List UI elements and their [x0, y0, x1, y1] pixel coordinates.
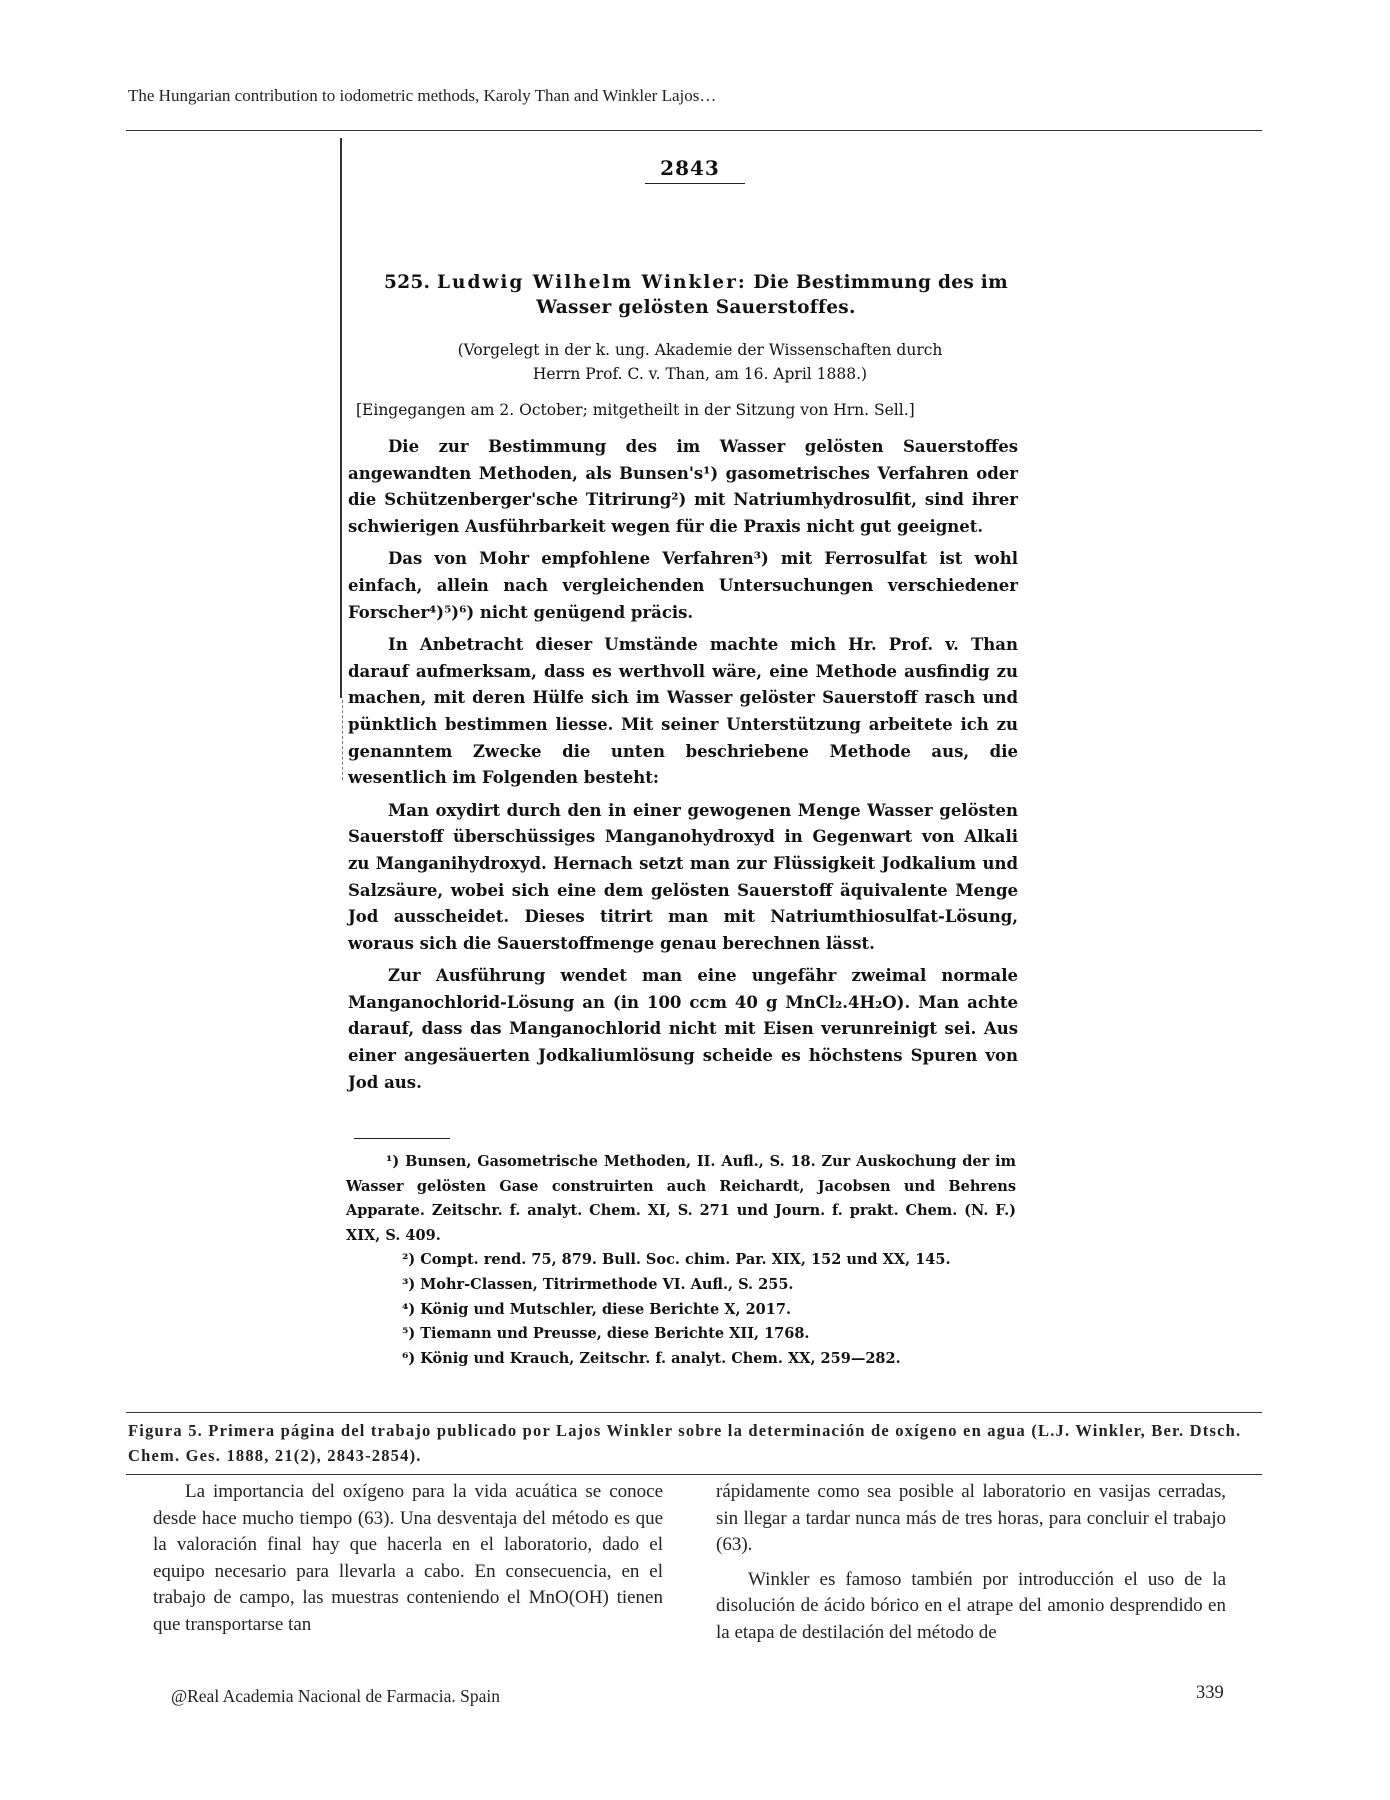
- footnote: ¹) Bunsen, Gasometrische Methoden, II. Aufl., S. 18. Zur Auskochung der im Wasser gelösten Gase construirten auch Reichardt, Jacobsen und Behrens Apparate. Zeitschr. f. analyt. Chem. XI, S. 271 und Journ. f. prakt. Chem. (N. F.) XIX, S. 409.: [346, 1153, 1016, 1244]
- running-header: The Hungarian contribution to iodometric methods, Karoly Than and Winkler Lajos…: [128, 86, 717, 105]
- scanned-article-figure: [340, 138, 1040, 1408]
- article-paragraph: In Anbetracht dieser Umstände machte mich Hr. Prof. v. Than darauf aufmerksam, dass es werthvoll wäre, eine Methode ausfindig zu machen, mit deren Hülfe sich im Wasser gelöster Sauerstoff rasch und pünktlich bestimmen liesse. Mit seiner Unterstützung arbeitete ich zu genanntem Zwecke die unten beschriebene Methode aus, die wesentlich im Folgenden besteht:: [348, 635, 1018, 788]
- article-title-text: Die Bestimmung des im Wasser gelösten Sauerstoffes.: [536, 272, 1008, 318]
- article-paragraph: Das von Mohr empfohlene Verfahren³) mit Ferrosulfat ist wohl einfach, allein nach vergleichenden Untersuchungen verschiedener Forscher⁴)⁵)⁶) nicht genügend präcis.: [348, 549, 1018, 622]
- figure-caption: Figura 5. Primera página del trabajo publicado por Lajos Winkler sobre la determinación de oxígeno en agua (L.J. Winkler, Ber. Dtsch. Chem. Ges. 1888, 21(2), 2843-2854).: [128, 1421, 1242, 1465]
- footnote: ⁶) König und Krauch, Zeitschr. f. analyt. Chem. XX, 259—282.: [402, 1349, 901, 1367]
- footnote: ⁴) König und Mutschler, diese Berichte X, 2017.: [402, 1300, 791, 1318]
- footnote: ⁵) Tiemann und Preusse, diese Berichte XII, 1768.: [402, 1325, 810, 1343]
- left-column: [153, 1479, 663, 1646]
- article-author: Ludwig Wilhelm Winkler:: [437, 272, 747, 293]
- caption-rule-bottom: [126, 1474, 1262, 1475]
- caption-rule-top: [126, 1412, 1262, 1413]
- presented-note: [400, 338, 1000, 386]
- article-number: 525.: [384, 272, 431, 293]
- article-title: [376, 270, 1016, 320]
- received-note: [Eingegangen am 2. October; mitgetheilt in der Sitzung von Hrn. Sell.]: [356, 401, 915, 419]
- body-paragraph: La importancia del oxígeno para la vida acuática se conoce desde hace mucho tiempo (63). Una desventaja del método es que la valoración final hay que hacerla en el laboratorio, dado el equipo necesario para llevarla a cabo. En consecuencia, en el trabajo de campo, las muestras conteniendo el MnO(OH) tienen que transportarse tan: [153, 1481, 663, 1635]
- article-paragraph: Die zur Bestimmung des im Wasser gelösten Sauerstoffes angewandten Methoden, als Bunsen's¹) gasometrisches Verfahren oder die Schützenberger'sche Titrirung²) mit Natriumhydrosulfit, sind ihrer schwierigen Ausführbarkeit wegen für die Praxis nicht gut geeignet.: [348, 437, 1018, 536]
- scan-page-number: 2843: [660, 156, 720, 180]
- footer-copyright: @Real Academia Nacional de Farmacia. Spain: [171, 1686, 501, 1706]
- header-rule: [126, 130, 1262, 131]
- article-paragraph: Zur Ausführung wendet man eine ungefähr zweimal normale Manganochlorid-Lösung an (in 100 ccm 40 g MnCl₂.4H₂O). Man achte darauf, dass das Manganochlorid nicht mit Eisen verunreinigt sei. Aus einer angesäuerten Jodkaliumlösung scheide es höchstens Spuren von Jod aus.: [348, 966, 1018, 1092]
- footnote: ²) Compt. rend. 75, 879. Bull. Soc. chim. Par. XIX, 152 und XX, 145.: [402, 1251, 951, 1269]
- presented-line-1: (Vorgelegt in der k. ung. Akademie der Wissenschaften durch: [457, 341, 943, 359]
- right-column: [716, 1479, 1226, 1654]
- article-body: [348, 434, 1018, 1102]
- presented-line-2: Herrn Prof. C. v. Than, am 16. April 1888.): [532, 365, 868, 383]
- footnotes: [346, 1150, 1016, 1371]
- body-paragraph: rápidamente como sea posible al laboratorio en vasijas cerradas, sin llegar a tardar nunca más de tres horas, para concluir el trabajo (63).: [716, 1481, 1226, 1555]
- body-paragraph: Winkler es famoso también por introducción el uso de la disolución de ácido bórico en el atrape del amonio desprendido en la etapa de destilación del método de: [716, 1568, 1226, 1643]
- article-paragraph: Man oxydirt durch den in einer gewogenen Menge Wasser gelösten Sauerstoff überschüssiges Manganohydroxyd in Gegenwart von Alkali zu Manganihydroxyd. Hernach setzt man zur Flüssigkeit Jodkalium und Salzsäure, wobei sich eine dem gelösten Sauerstoff äquivalente Menge Jod ausscheidet. Dieses titrirt man mit Natriumthiosulfat-Lösung, woraus sich die Sauerstoffmenge genau berechnen lässt.: [348, 800, 1018, 953]
- scan-page-number-rule: [645, 183, 745, 184]
- footnote: ³) Mohr-Classen, Titrirmethode VI. Aufl., S. 255.: [402, 1275, 794, 1293]
- footer-page-number: 339: [1196, 1683, 1224, 1703]
- footnote-rule: [354, 1138, 450, 1139]
